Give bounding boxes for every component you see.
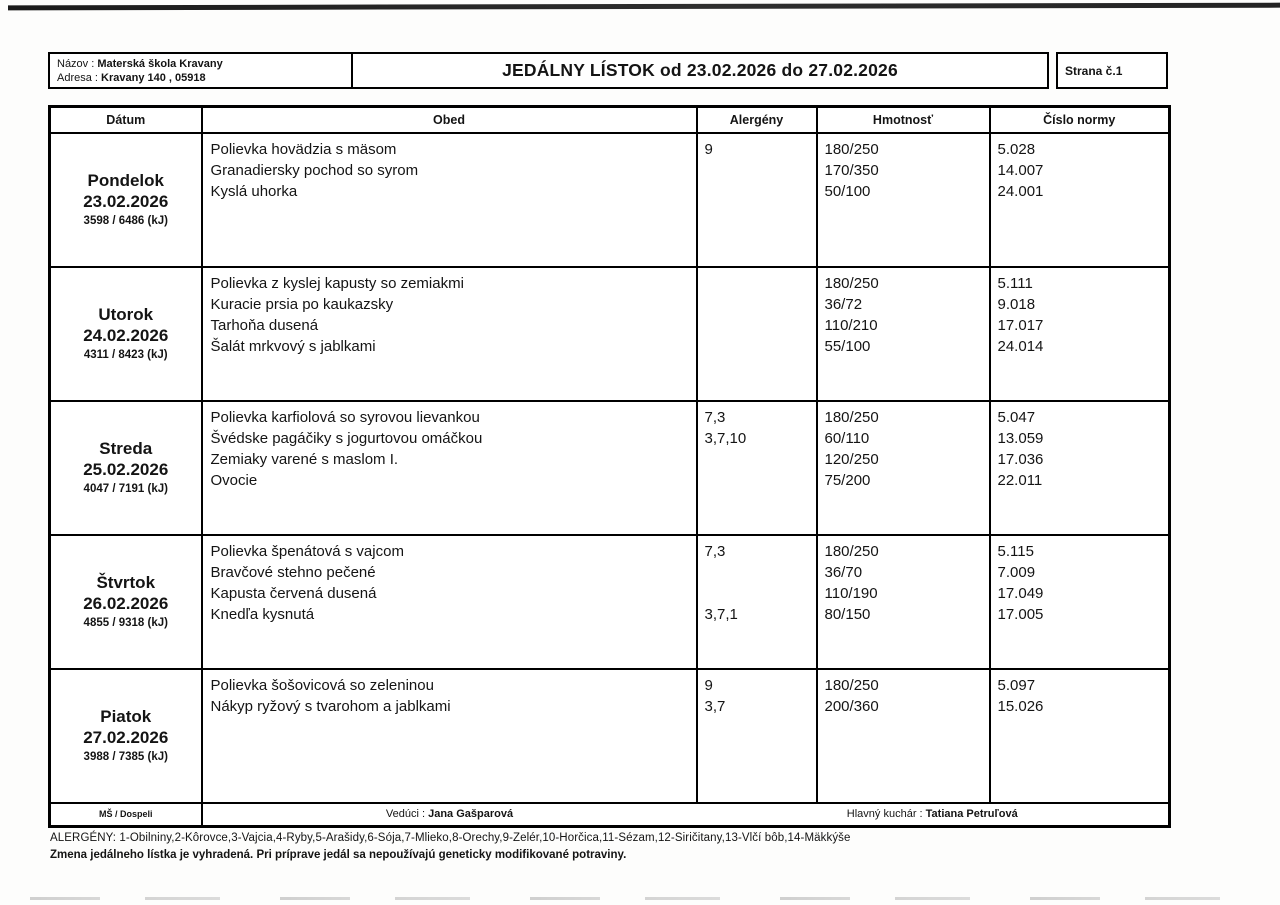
meal-allergens [705,315,810,336]
meal-weight: 36/70 [824,563,863,581]
menu-day-row [50,669,1170,803]
col-header-hmotnost: Hmotnosť [817,107,990,133]
meal-name: Tarhoňa dusená [210,316,319,334]
menu-day-row [50,133,1170,267]
day-date: 27.02.2026 [83,728,169,747]
meal-name: Švédske pagáčiky s jogurtovou omáčkou [210,429,483,447]
day-energy: 3988 / 7385 (kJ) [83,751,168,763]
day-date-cell [50,535,202,669]
meal-allergens: 3,7,1 [704,605,738,623]
meal-norm-number: 17.049 [997,584,1044,602]
meal-allergens: 3,7,10 [704,429,747,447]
day-norms-cell [990,669,1170,803]
day-meals-cell [202,401,697,535]
meal-weight: 80/150 [824,605,871,623]
day-date-cell [50,669,202,803]
meal-norm-number: 5.047 [997,408,1036,426]
day-date: 25.02.2026 [83,460,169,479]
meal-norm-number: 14.007 [997,161,1044,179]
meal-weight: 180/250 [824,140,879,158]
meal-allergens [705,294,810,315]
meal-weight: 110/190 [824,584,878,602]
org-address-label: Adresa : [57,72,98,84]
meal-name: Ovocie [210,471,258,489]
day-weights-cell [817,267,990,401]
day-date: 26.02.2026 [83,594,169,613]
meal-allergens [705,336,810,357]
col-header-alergeny: Alergény [697,107,817,133]
meal-norm-number: 7.009 [997,563,1036,581]
meal-weight: 36/72 [824,295,863,313]
footer-chef-cell [697,803,1170,827]
day-norms-cell [990,133,1170,267]
day-date-cell [50,267,202,401]
org-name-value: Materská škola Kravany [97,58,223,70]
scan-artifact-bottom [30,897,1260,900]
col-header-obed: Obed [202,107,697,133]
meal-name: Polievka karfiolová so syrovou lievankou [210,408,480,426]
day-name: Pondelok [87,171,164,190]
day-name: Piatok [100,707,152,726]
day-weights-cell [817,669,990,803]
day-date-cell [50,401,202,535]
meal-name: Granadiersky pochod so syrom [210,161,419,179]
table-footer-row [50,803,1170,827]
meal-norm-number: 5.115 [997,542,1034,560]
page-number: Strana č.1 [1056,52,1168,89]
day-allergens-cell [697,535,817,669]
org-address-line [57,71,345,85]
menu-day-row [50,267,1170,401]
day-weights-cell [817,535,990,669]
footer-diners-cell [50,803,202,827]
meal-weight: 60/110 [824,429,870,447]
meal-name: Nákyp ryžový s tvarohom a jablkami [210,697,451,715]
meal-name: Kuracie prsia po kaukazsky [210,295,394,313]
meal-name: Bravčové stehno pečené [210,563,376,581]
day-norms-cell [990,401,1170,535]
meal-norm-number: 9.018 [997,295,1036,313]
meal-name: Knedľa kysnutá [210,605,315,623]
meal-weight: 170/350 [824,161,879,179]
day-energy: 4047 / 7191 (kJ) [83,483,168,495]
meal-norm-number: 5.097 [997,676,1036,694]
day-date-cell [50,133,202,267]
day-date: 24.02.2026 [83,326,169,345]
menu-day-row [50,535,1170,669]
day-name: Utorok [98,305,154,324]
day-meals-cell [202,133,697,267]
meal-norm-number: 17.017 [997,316,1044,334]
page-title: JEDÁLNY LÍSTOK od 23.02.2026 do 27.02.2026 [502,60,898,80]
diners-label: MŠ / Dospeli [98,809,153,820]
menu-body [50,133,1170,803]
org-info-box [50,54,353,87]
meal-allergens [705,273,810,294]
document-header [48,52,1168,89]
meal-allergens: 9 [704,140,713,158]
meal-norm-number: 5.111 [997,274,1033,292]
meal-name: Kyslá uhorka [210,182,298,200]
manager-label: Vedúci : [385,808,426,821]
meal-norm-number: 17.005 [997,605,1044,623]
meal-norm-number: 24.014 [997,337,1044,355]
menu-table [48,105,1171,828]
meal-weight: 180/250 [824,542,879,560]
meal-norm-number: 5.028 [997,140,1036,158]
meal-name: Polievka hovädzia s mäsom [210,140,397,158]
header-main-box [48,52,1049,89]
meal-name: Kapusta červená dusená [210,584,377,602]
meal-allergens [705,160,810,181]
day-allergens-cell [697,133,817,267]
scan-artifact-top [8,3,1280,11]
meal-allergens: 7,3 [704,542,726,560]
meal-weight: 180/250 [824,408,879,426]
meal-allergens [705,449,810,470]
day-energy: 4855 / 9318 (kJ) [83,617,168,629]
meal-weight: 55/100 [824,337,871,355]
meal-weight: 110/210 [824,316,878,334]
meal-name: Zemiaky varené s maslom I. [210,450,399,468]
meal-weight: 200/360 [824,697,879,715]
meal-norm-number: 15.026 [997,697,1044,715]
meal-weight: 180/250 [824,274,879,292]
allergens-legend: ALERGÉNY: 1-Obilniny,2-Kôrovce,3-Vajcia,4-Ryby,5-Arašidy,6-Sója,7-Mlieko,8-Orechy,9-Zelér,10-Horčica,11-Sézam,12-Siričitany,13-Vlčí bôb,14-Mäkkýše [50,832,851,844]
day-weights-cell [817,401,990,535]
meal-allergens [705,583,810,604]
day-meals-cell [202,535,697,669]
meal-norm-number: 17.036 [997,450,1044,468]
day-allergens-cell [697,267,817,401]
footnotes [50,831,1250,863]
day-allergens-cell [697,401,817,535]
disclaimer-note: Zmena jedálneho lístka je vyhradená. Pri príprave jedál sa nepoužívajú geneticky modifikované potraviny. [50,849,627,861]
col-header-datum: Dátum [50,107,202,133]
footer-manager-cell [202,803,697,827]
meal-allergens: 7,3 [704,408,726,426]
day-date: 23.02.2026 [83,192,169,211]
meal-allergens: 3,7 [704,697,726,715]
manager-name: Jana Gašparová [428,808,514,821]
day-norms-cell [990,267,1170,401]
day-meals-cell [202,267,697,401]
chef-label: Hlavný kuchár : [846,808,923,821]
chef-name: Tatiana Petruľová [925,808,1018,821]
meal-name: Polievka šošovicová so zeleninou [210,676,434,694]
meal-norm-number: 22.011 [997,471,1043,489]
meal-name: Polievka špenátová s vajcom [210,542,404,560]
meal-allergens [705,181,810,202]
day-energy: 4311 / 8423 (kJ) [83,349,168,361]
meal-norm-number: 24.001 [997,182,1044,200]
meal-weight: 75/200 [824,471,871,489]
meal-norm-number: 13.059 [997,429,1044,447]
day-norms-cell [990,535,1170,669]
org-name-line [57,57,345,71]
day-energy: 3598 / 6486 (kJ) [83,215,168,227]
day-allergens-cell [697,669,817,803]
meal-weight: 120/250 [824,450,879,468]
meal-allergens [705,470,810,491]
table-header-row [50,107,1170,133]
meal-allergens: 9 [704,676,713,694]
day-weights-cell [817,133,990,267]
day-name: Štvrtok [96,573,156,592]
col-header-cislo-normy: Číslo normy [990,107,1170,133]
meal-allergens [705,562,810,583]
meal-weight: 180/250 [824,676,879,694]
menu-day-row [50,401,1170,535]
meal-weight: 50/100 [824,182,871,200]
day-name: Streda [99,439,153,458]
meal-name: Šalát mrkvový s jablkami [210,337,376,355]
org-address-value: Kravany 140 , 05918 [101,72,206,84]
day-meals-cell [202,669,697,803]
org-name-label: Názov : [57,58,95,70]
meal-name: Polievka z kyslej kapusty so zemiakmi [210,274,464,292]
